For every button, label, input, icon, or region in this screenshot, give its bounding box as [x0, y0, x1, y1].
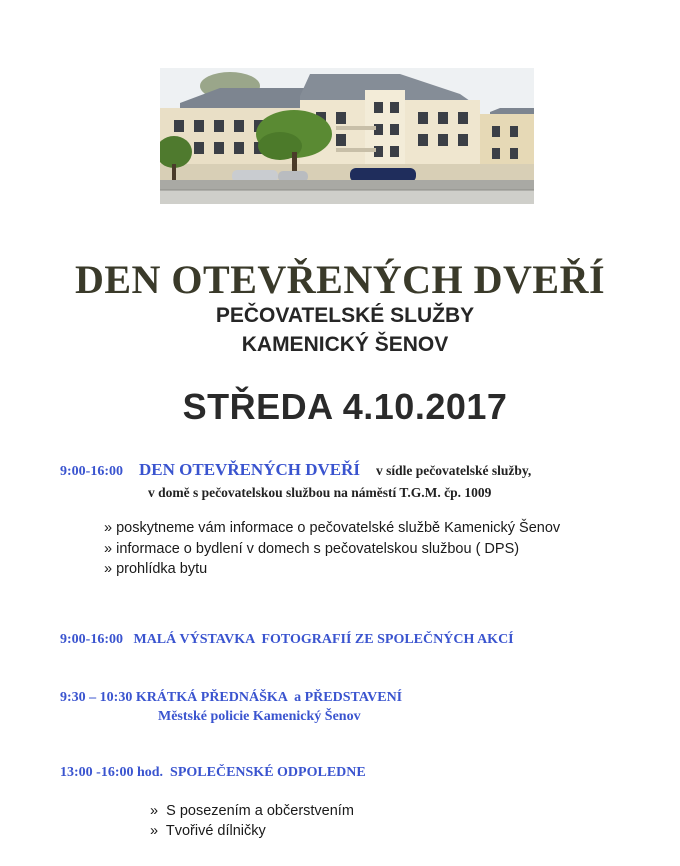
- list-item: » informace o bydlení v domech s pečovatelskou službou ( DPS): [104, 541, 520, 557]
- program-item-open-day: [60, 460, 531, 480]
- list-item: » S posezením a občerstvením: [150, 803, 354, 819]
- program-item-lecture-line2: Městské policie Kamenický Šenov: [158, 709, 361, 724]
- list-item: » Tvořivé dílničky: [150, 823, 266, 839]
- program-item-afternoon: 13:00 -16:00 hod. SPOLEČENSKÉ ODPOLEDNE: [60, 765, 366, 780]
- program-time: 9:00-16:00: [60, 464, 123, 479]
- building-photo: [160, 68, 534, 204]
- event-date: STŘEDA 4.10.2017: [182, 386, 508, 427]
- program-item-exhibition: 9:00-16:00 MALÁ VÝSTAVKA FOTOGRAFIÍ ZE SPOLEČNÝCH AKCÍ: [60, 632, 514, 647]
- list-item: » poskytneme vám informace o pečovatelské službě Kamenický Šenov: [104, 520, 561, 536]
- program-heading: DEN OTEVŘENÝCH DVEŘÍ: [139, 460, 361, 479]
- poster-title: DEN OTEVŘENÝCH DVEŘÍ: [74, 257, 606, 302]
- program-item-lecture: 9:30 – 10:30 KRÁTKÁ PŘEDNÁŠKA a PŘEDSTAVENÍ: [60, 690, 403, 705]
- poster-subtitle-line2: KAMENICKÝ ŠENOV: [241, 333, 449, 356]
- program-text-line2: v domě s pečovatelskou službou na náměstí T.G.M. čp. 1009: [148, 485, 492, 500]
- poster-subtitle-line1: PEČOVATELSKÉ SLUŽBY: [215, 304, 475, 327]
- program-text: v sídle pečovatelské služby,: [376, 463, 532, 478]
- list-item: » prohlídka bytu: [104, 561, 208, 577]
